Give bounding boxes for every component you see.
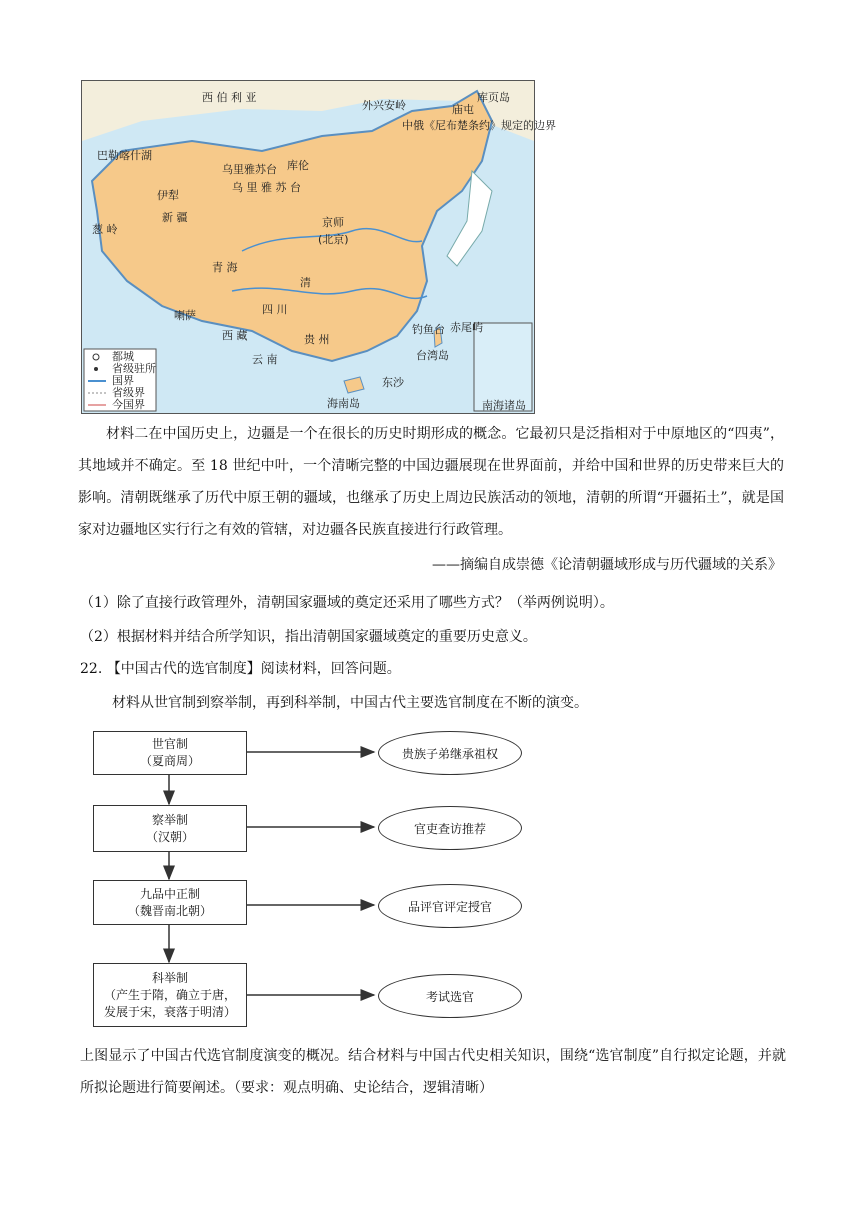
label-diaoyu: 钓鱼台 xyxy=(412,323,445,336)
legend-label-national-border: 国界 xyxy=(112,374,134,387)
label-yunnan: 云 南 xyxy=(252,353,278,366)
label-waixinganling: 外兴安岭 xyxy=(362,99,406,112)
system-name: 九品中正制 xyxy=(139,886,200,901)
system-name: 世官制 xyxy=(151,737,188,751)
system-name: 科举制 xyxy=(151,970,188,985)
system-box-jiupin xyxy=(93,880,247,925)
question-22-prompt: 上图显示了中国古代选官制度演变的概况。结合材料与中国古代史相关知识，围绕“选官制度”自行拟定论题，并就所拟论题进行简要阐述。（要求：观点明确、史论结合，逻辑清晰） xyxy=(80,1048,786,1096)
label-beijing: (北京) xyxy=(318,233,349,246)
label-guizhou: 贵 州 xyxy=(304,333,330,346)
label-qinghai: 青 海 xyxy=(212,261,238,274)
label-taiwan: 台湾岛 xyxy=(416,349,449,362)
label-congling: 葱 岭 xyxy=(92,223,118,236)
label-kuye: 库页岛 xyxy=(477,91,510,104)
label-xinjiang: 新 疆 xyxy=(162,211,188,224)
system-box-keju xyxy=(93,963,247,1027)
label-balkhash: 巴勒喀什湖 xyxy=(97,149,152,162)
legend-label-provincial-border: 省级界 xyxy=(112,386,145,399)
label-nanhai: 南海诸岛 xyxy=(482,399,526,412)
label-lhasa: 喇萨 xyxy=(174,309,196,322)
label-siberia: 西 伯 利 亚 xyxy=(202,91,257,104)
label-chiwei: 赤尾屿 xyxy=(450,321,483,334)
method-ellipse-3: 品评官评定授官 xyxy=(378,884,522,928)
system-box-chaju xyxy=(93,805,247,852)
material-two-source: ——摘编自成崇德《论清朝疆域形成与历代疆域的关系》 xyxy=(432,557,782,573)
label-uliastai: 乌里雅苏台 xyxy=(222,163,277,176)
legend-label-capital: 都城 xyxy=(112,350,134,363)
label-yili: 伊犁 xyxy=(157,189,179,202)
legend-label-present-border: 今国界 xyxy=(112,398,145,411)
label-sichuan: 四 川 xyxy=(262,303,288,316)
system-name: 察举制 xyxy=(151,812,188,827)
legend-label-provincial-seat: 省级驻所 xyxy=(112,362,156,375)
method-ellipse-2: 官吏查访推荐 xyxy=(378,806,522,850)
method-ellipse-1: 贵族子弟继承祖权 xyxy=(378,731,522,775)
system-period: （夏商周） xyxy=(139,754,200,768)
system-period-2: 发展于宋，衰落于明清） xyxy=(103,1004,236,1019)
question-2: （2）根据材料并结合所学知识，指出清朝国家疆域奠定的重要历史意义。 xyxy=(80,629,537,645)
question-22-heading: 22. 【中国古代的选官制度】阅读材料，回答问题。 xyxy=(80,661,401,677)
system-period: （魏晋南北朝） xyxy=(127,903,212,918)
label-jingshi: 京师 xyxy=(322,216,344,229)
label-wuliyasutai-region: 乌 里 雅 苏 台 xyxy=(232,181,301,194)
label-miaotun: 庙屯 xyxy=(452,103,474,116)
question-22-material: 材料从世官制到察举制，再到科举制，中国古代主要选官制度在不断的演变。 xyxy=(112,695,588,711)
method-ellipse-4: 考试选官 xyxy=(378,974,522,1018)
label-hainan: 海南岛 xyxy=(327,397,360,410)
label-kulun: 库伦 xyxy=(287,159,309,172)
system-box-shiguan xyxy=(93,731,247,775)
system-period: （产生于隋，确立于唐， xyxy=(103,987,236,1002)
label-qing: 清 xyxy=(300,276,311,289)
material-two-text: 材料二在中国历史上，边疆是一个在很长的历史时期形成的概念。它最初只是泛指相对于中原地区的“四夷”，其地域并不确定。至 18 世纪中叶，一个清晰完整的中国边疆展现在世界面前，并给中国和世界的历史带来巨大的影响。清朝既继承了历代中原王朝的疆域，也继承了历史上周边民族活动的领地，清朝的所谓“开疆拓土”，就是国家对边疆地区实行行之有效的管辖，对边疆各民族直接进行行政管理。 xyxy=(78,426,784,538)
system-period: （汉朝） xyxy=(145,829,194,844)
label-dongsha: 东沙 xyxy=(382,376,404,389)
label-xizang: 西 藏 xyxy=(222,329,248,342)
label-nerchinsk: 中俄《尼布楚条约》规定的边界 xyxy=(402,119,556,132)
question-1: （1）除了直接行政管理外，清朝国家疆域的奠定还采用了哪些方式？（举两例说明）。 xyxy=(80,595,614,611)
